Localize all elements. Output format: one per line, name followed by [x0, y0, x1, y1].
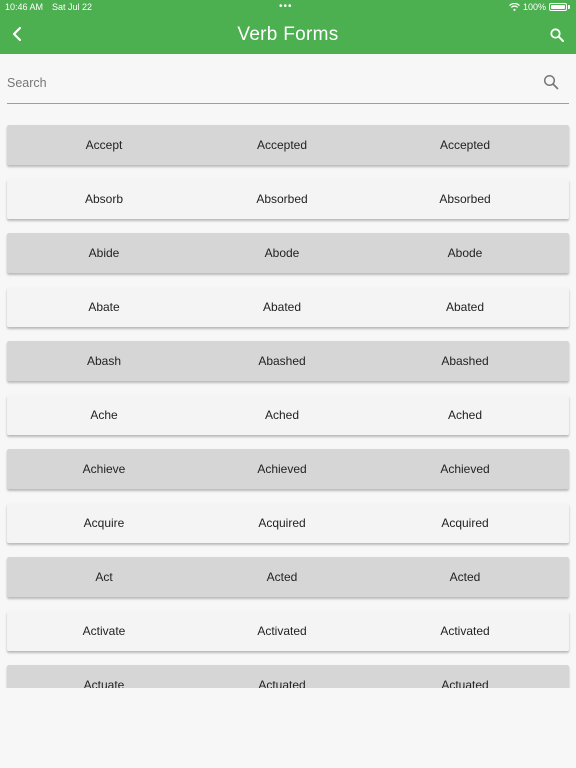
verb-row[interactable] — [7, 665, 569, 688]
past-form: Ached — [264, 408, 300, 422]
participle-form: Activated — [440, 624, 490, 638]
base-form: Act — [95, 570, 113, 584]
status-bar — [0, 0, 576, 14]
verb-row[interactable] — [7, 611, 569, 651]
base-form: Ache — [90, 408, 118, 422]
participle-form: Achieved — [440, 462, 490, 476]
verb-row[interactable] — [7, 233, 569, 273]
status-date: Sat Jul 22 — [52, 2, 93, 12]
verb-row[interactable] — [7, 179, 569, 219]
base-form: Achieve — [82, 462, 126, 476]
battery-icon — [549, 3, 567, 11]
status-time: 10:46 AM — [5, 2, 44, 12]
page-title: Verb Forms — [237, 24, 339, 45]
participle-form: Actuated — [441, 678, 489, 688]
search-bar — [7, 64, 569, 104]
base-form: Activate — [82, 624, 126, 638]
header-search-button[interactable] — [546, 24, 568, 46]
verb-row[interactable] — [7, 287, 569, 327]
verb-list[interactable] — [0, 117, 576, 688]
participle-form: Absorbed — [439, 192, 491, 206]
status-right — [509, 0, 570, 14]
past-form: Abode — [264, 246, 300, 260]
search-field-icon[interactable] — [543, 74, 559, 90]
verb-row[interactable] — [7, 125, 569, 165]
battery-percent: 100% — [522, 2, 546, 12]
battery-tip — [568, 5, 570, 9]
base-form: Accept — [85, 138, 123, 152]
past-form: Activated — [257, 624, 307, 638]
search-input[interactable] — [7, 72, 527, 94]
multitasking-dots-icon[interactable]: ••• — [279, 1, 293, 12]
base-form: Abide — [88, 246, 120, 260]
verb-row[interactable] — [7, 341, 569, 381]
participle-form: Abashed — [441, 354, 489, 368]
participle-form: Accepted — [439, 138, 491, 152]
past-form: Accepted — [256, 138, 308, 152]
search-icon — [550, 28, 564, 42]
verb-row[interactable] — [7, 449, 569, 489]
participle-form: Abode — [447, 246, 483, 260]
base-form: Actuate — [83, 678, 125, 688]
past-form: Achieved — [257, 462, 307, 476]
verb-row[interactable] — [7, 503, 569, 543]
participle-form: Acquired — [441, 516, 489, 530]
wifi-icon — [509, 3, 520, 11]
past-form: Absorbed — [256, 192, 308, 206]
base-form: Absorb — [84, 192, 124, 206]
verb-row[interactable] — [7, 557, 569, 597]
participle-form: Abated — [445, 300, 485, 314]
app-bar — [0, 0, 576, 54]
participle-form: Ached — [447, 408, 483, 422]
past-form: Acted — [266, 570, 298, 584]
past-form: Abashed — [258, 354, 306, 368]
base-form: Acquire — [83, 516, 125, 530]
past-form: Actuated — [258, 678, 306, 688]
base-form: Abash — [86, 354, 122, 368]
participle-form: Acted — [449, 570, 481, 584]
verb-row[interactable] — [7, 395, 569, 435]
past-form: Abated — [262, 300, 302, 314]
past-form: Acquired — [258, 516, 306, 530]
base-form: Abate — [88, 300, 120, 314]
